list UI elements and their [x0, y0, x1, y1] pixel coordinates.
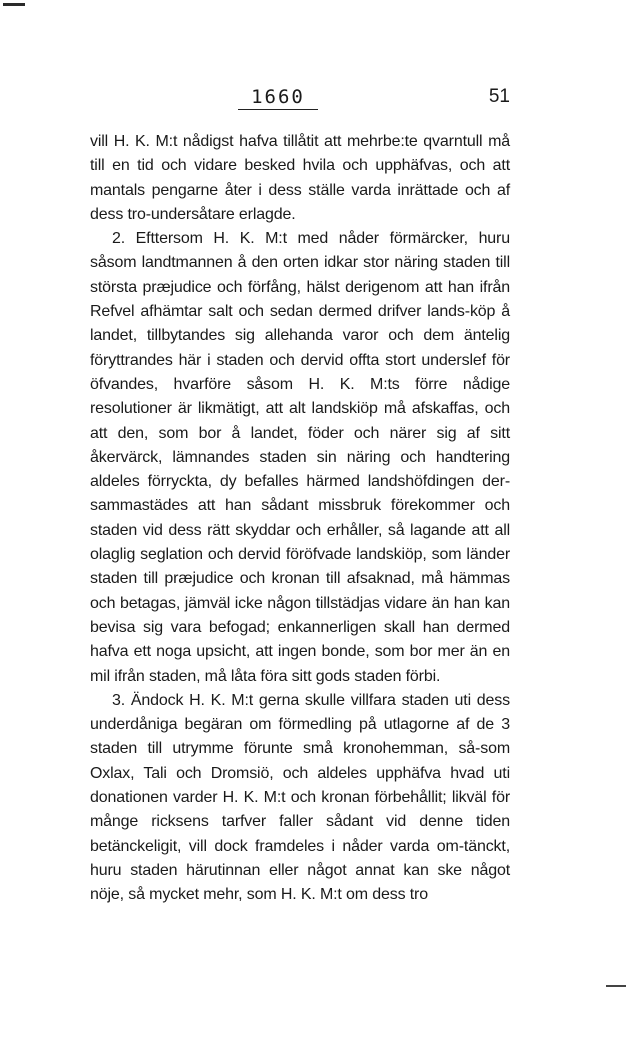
corner-mark	[3, 3, 25, 6]
paragraph-3: 3. Ändock H. K. M:t gerna skulle villfara staden uti dess underdåniga begäran om förmedling på utlagorne af de 3 staden till utrymme förunte små kronohemman, så-som Oxlax, Tali och Dromsiö, och aldeles upphäfva hvad uti donationen varder H. K. M:t och kronan förbehållit; likväl för månge ricksens tarfver faller sådant vid denne tiden betänckeligit, vill dock framdeles i nåder varda om-tänckt, huru staden härutinnan eller något annat kan ske något nöje, så mycket mehr, som H. K. M:t om dess tro	[90, 691, 510, 904]
page-header	[90, 86, 510, 116]
margin-mark	[606, 985, 626, 987]
paragraph-2: 2. Efttersom H. K. M:t med nåder förmärcker, huru såsom landtmannen å den orten idkar stor näring staden till största præjudice och förfång, hälst derigenom att han ifrån Refvel afhämtar salt och sedan dermed drifver lands-köp å landet, tillbytandes sig allehanda varor och dem äntelig föryttrandes här i staden och dervid offta stort underslef för öfvandes, hvarföre såsom H. K. M:ts förre nådige resolutioner är likmätigt, att alt landskiöp må afskaffas, och att den, som bor å landet, föder och närer sig af sitt åkervärck, lämnandes staden sin näring och handtering aldeles förryckta, dy befalles härmed landshöfdingen der-sammastädes att han sådant missbruk förekommer och staden vid dess rätt skyddar och erhåller, så lagande att all olaglig seglation och dervid föröfvade landskiöp, som länder staden till præjudice och kronan till afsaknad, må hämmas och betagas, jämväl icke någon tillstädjas vidare än han kan bevisa sig vara befogad; enkannerligen skall han dermed hafva ett noga upsicht, att ingen bonde, som bor mer än en mil ifrån staden, må låta föra sitt gods staden förbi.	[90, 230, 510, 685]
header-year: 1660	[238, 86, 318, 110]
body-text	[90, 130, 510, 908]
paragraph-continuation: vill H. K. M:t nådigst hafva tillåtit att mehrbe:te qvarntull må till en tid och vidare besked hvila och upphäfvas, och att mantals pengarne åter i dess ställe varda inrättade och af dess tro-undersåtare erlagde.	[90, 133, 510, 223]
page-number: 51	[488, 86, 510, 107]
